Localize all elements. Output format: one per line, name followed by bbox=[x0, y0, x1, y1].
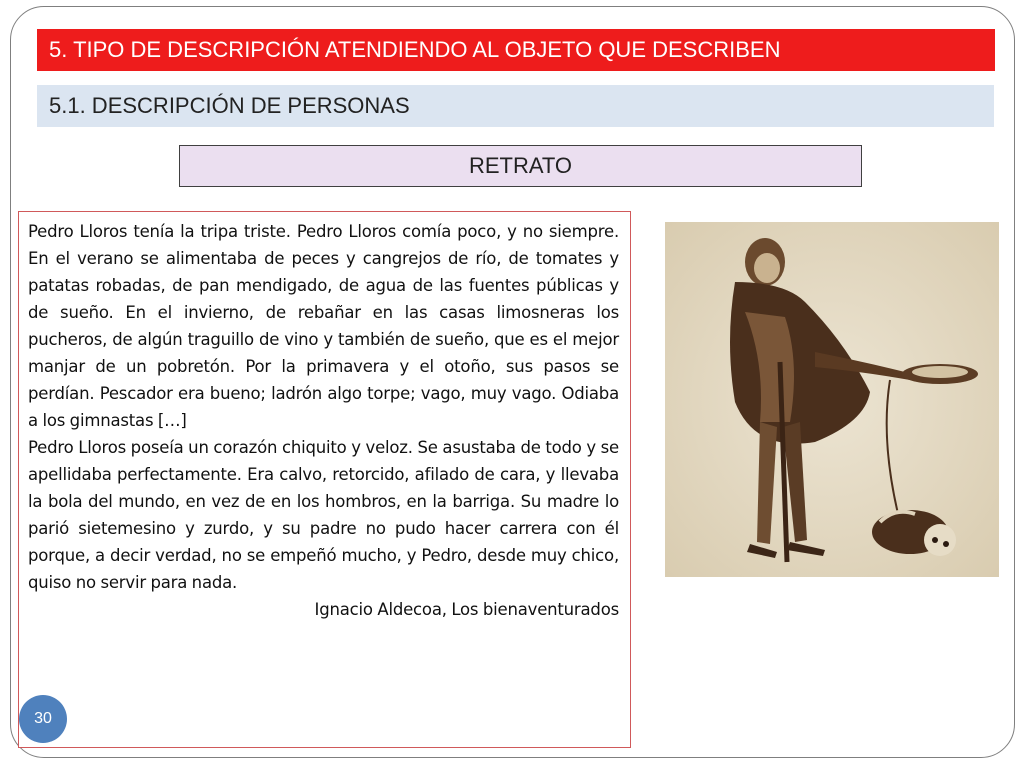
section-label: RETRATO bbox=[179, 145, 862, 187]
paragraph-2: Pedro Lloros poseía un corazón chiquito y veloz. Se asustaba de todo y se apellidaba perfectamente. Era calvo, retorcido, afilado de cara, y llevaba la bola del mundo, en vez de en los hombros, en la barriga. Su madre lo parió sietemesino y zurdo, y su padre no pudo hacer carrera con él porque, a decir verdad, no se empeñó mucho, y Pedro, desde muy chico, quiso no servir para nada. bbox=[28, 438, 619, 592]
slide-title: 5. TIPO DE DESCRIPCIÓN ATENDIENDO AL OBJETO QUE DESCRIBEN bbox=[37, 29, 995, 71]
paragraph-1: Pedro Lloros tenía la tripa triste. Pedro Lloros comía poco, y no siempre. En el verano se alimentaba de peces y cangrejos de río, de tomates y patatas robadas, de pan mendigado, de agua de las fuentes públicas y de sueño. En el invierno, de rebañar en las casas limosneras los pucheros, de algún traguillo de vino y también de sueño, que es el mejor manjar de un pobretón. Por la primavera y el otoño, sus pasos se perdían. Pescador era bueno; ladrón algo torpe; vago, muy vago. Odiaba a los gimnastas […] bbox=[28, 222, 619, 430]
slide-subtitle: 5.1. DESCRIPCIÓN DE PERSONAS bbox=[37, 85, 994, 127]
text-content bbox=[28, 218, 619, 623]
page-number-badge: 30 bbox=[19, 695, 67, 743]
beggar-sketch-image bbox=[665, 222, 999, 577]
attribution: Ignacio Aldecoa, Los bienaventurados bbox=[314, 600, 619, 619]
